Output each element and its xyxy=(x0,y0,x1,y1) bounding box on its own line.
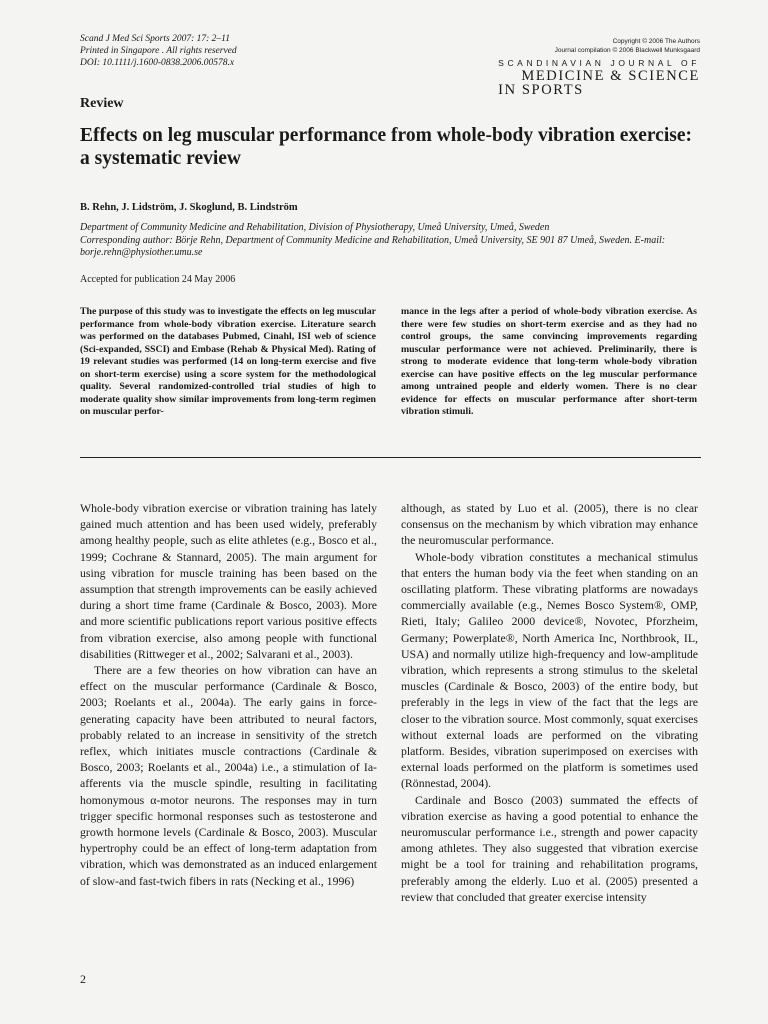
section-label: Review xyxy=(80,96,124,111)
paragraph: There are a few theories on how vibration can have an effect on the muscular performance (Cardinale & Bosco, 2003; Roelants et al., 2004a). The early gains in force-generating capacity have been attributed to neural factors, probably related to an increase in sensitivity of the stretch reflex, which initiates muscle contractions (Cardinale & Bosco, 2003; Roelants et al., 2004a) i.e., a stimulation of Ia-afferents via the muscle spindle, resulting in facilitating homonymous α-motor neurons. The responses may in turn trigger specific hormonal responses such as testosterone and growth hormone levels (Cardinale & Bosco, 2003). Muscular hypertrophy could be an effect of long-term adaptation from vibration, which was demonstrated as an induced enlargement of slow-and fast-twich fibers in rats (Necking et al., 1996) xyxy=(80,663,377,888)
compilation-line: Journal compilation © 2006 Blackwell Munksgaard xyxy=(554,47,700,54)
journal-masthead xyxy=(498,37,700,97)
citation-line: Printed in Singapore . All rights reserved xyxy=(80,46,237,56)
citation-block xyxy=(80,33,237,69)
accepted-date: Accepted for publication 24 May 2006 xyxy=(80,274,236,285)
citation-line: Scand J Med Sci Sports 2007: 17: 2–11 xyxy=(80,34,230,44)
copyright-line: Copyright © 2006 The Authors xyxy=(612,38,700,45)
abstract-right-column: mance in the legs after a period of whole-body vibration exercise. As there were few studies on short-term exercise and as they had no control groups, the same convincing improvements regarding muscular performance were not achieved. Preliminarily, there is strong to moderate evidence that long-term whole-body vibration exercise can have positive effects on the leg muscular performance among untrained people and elderly women. There is no clear evidence for effects on muscular performance after short-term vibration stimuli. xyxy=(401,306,697,417)
abstract-left-column: The purpose of this study was to investigate the effects on leg muscular performance from whole-body vibration exercise. Literature search was performed on the databases Pubmed, Cinahl, ISI web of science (Sci-expanded, SSCI) and Embase (Rehab & Physical Med). Rating of 19 relevant studies was performed (14 on long-term exercise and five on short-term exercise) using a score system for the methodological quality. Several randomized-controlled trial studies of high to moderate quality show similar improvements from long-term regimen on muscular perfor- xyxy=(80,306,376,417)
body-right-column xyxy=(401,500,698,905)
corresponding-author: Corresponding author: Börje Rehn, Department of Community Medicine and Rehabilitation, Umeå University, SE 901 87 Umeå, Sweden. E-mail: borje.rehn@physiother.umu.se xyxy=(80,234,666,258)
affiliation: Department of Community Medicine and Rehabilitation, Division of Physiotherapy, Umeå University, Umeå, Sweden xyxy=(80,222,550,233)
section-divider xyxy=(80,457,701,458)
page-number: 2 xyxy=(80,972,86,986)
journal-name-line1: SCANDINAVIAN JOURNAL OF xyxy=(498,58,700,68)
paragraph: Whole-body vibration exercise or vibration training has lately gained much attention and has been used widely, preferably among healthy people, such as elite athletes (e.g., Bosco et al., 1999; Cochrane & Stannard, 2005). The main argument for using vibration for muscle training has been based on the assumption that strength improvements can be easily achieved during a short time frame (Cardinale & Bosco, 2003). More and more scientific publications report various positive effects from vibration exercise, also among people with functional disabilities (Rittweger et al., 2002; Salvarani et al., 2003). xyxy=(80,501,377,661)
paper-title: Effects on leg muscular performance from whole-body vibration exercise: a systematic review xyxy=(80,125,692,169)
journal-name-line2: MEDICINE & SCIENCE xyxy=(521,68,700,84)
paragraph: Whole-body vibration constitutes a mechanical stimulus that enters the human body via the feet when standing on an oscillating platform. These vibrating platforms are nowadays commercially available (e.g., Nemes Bosco System®, OMP, Rieti, Italy; Galileo 2000 device®, Novotec, Pforzheim, Germany; Powerplate®, North America Inc, Northbrook, IL, USA) and normally utilize high-frequency and low-amplitude vibration, which represents a strong stimulus to the skeletal muscles (Cardinale & Bosco, 2003) of the entire body, but preferably in the legs in view of the fact that the legs are closer to the vibration source. Most commonly, squat exercises without external loads are performed on the vibrating platform. Besides, vibration superimposed on exercises with external loads performed on the platform is sometimes used (Rönnestad, 2004). xyxy=(401,549,698,791)
journal-name-line3: IN SPORTS xyxy=(498,82,584,98)
paragraph: Cardinale and Bosco (2003) summated the effects of vibration exercise as having a good potential to enhance the neuromuscular performance i.e., strength and power capacity among athletes. They also suggested that vibration exercise might be a tool for training and rehabilitation programs, preferably among the elderly. Luo et al. (2005) presented a review that concluded that greater exercise intensity xyxy=(401,792,698,904)
affiliation-block xyxy=(80,222,720,260)
body-left-column xyxy=(80,500,377,889)
doi-line: DOI: 10.1111/j.1600-0838.2006.00578.x xyxy=(80,58,235,68)
paragraph: although, as stated by Luo et al. (2005), there is no clear consensus on the mechanism by which vibration may enhance the neuromuscular performance. xyxy=(401,501,698,548)
author-list: B. Rehn, J. Lidström, J. Skoglund, B. Lindström xyxy=(80,202,298,213)
